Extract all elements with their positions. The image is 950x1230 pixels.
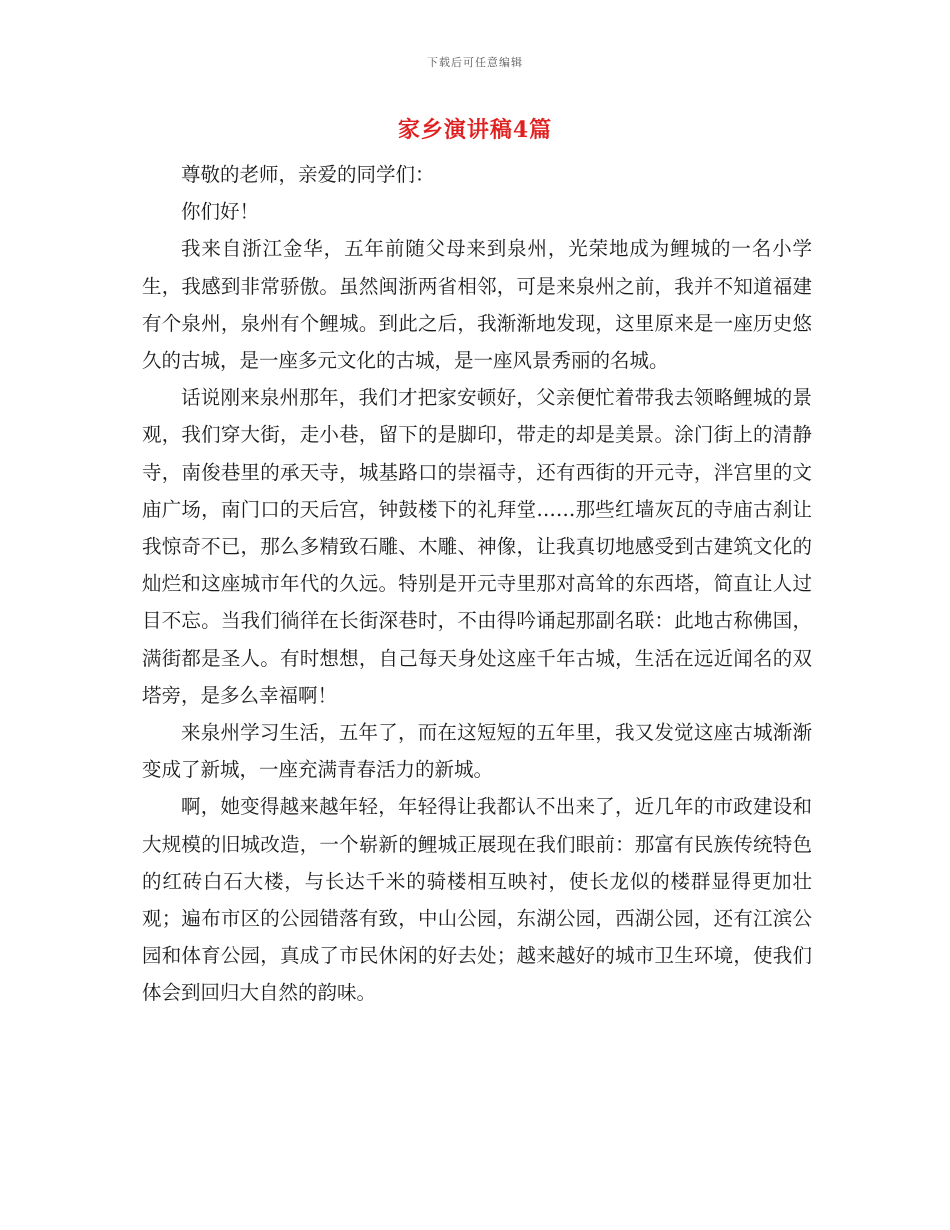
page-title: 家乡演讲稿4篇 — [397, 117, 553, 143]
paragraph: 来泉州学习生活，五年了，而在这短短的五年里，我又发觉这座古城渐渐变成了新城，一座充满青春活力的新城。 — [142, 721, 812, 782]
paragraph: 话说刚来泉州那年，我们才把家安顿好，父亲便忙着带我去领略鲤城的景观，我们穿大街，走小巷，留下的是脚印，带走的却是美景。涂门街上的清静寺，南俊巷里的承天寺，城基路口的崇福寺，还有西街的开元寺，泮宫里的文庙广场，南门口的天后宫，钟鼓楼下的礼拜堂……那些红墙灰瓦的寺庙古刹让我惊奇不已，那么多精致石雕、木雕、神像，让我真切地感受到古建筑文化的灿烂和这座城市年代的久远。特别是开元寺里那对高耸的东西塔，简直让人过目不忘。当我们徜徉在长街深巷时，不由得吟诵起那副名联：此地古称佛国，满街都是圣人。有时想想，自己每天身处这座千年古城，生活在远近闻名的双塔旁，是多么幸福啊！ — [142, 386, 812, 707]
paragraph-greeting: 你们好！ — [181, 200, 260, 224]
paragraph: 我来自浙江金华，五年前随父母来到泉州，光荣地成为鲤城的一名小学生，我感到非常骄傲。虽然闽浙两省相邻，可是来泉州之前，我并不知道福建有个泉州，泉州有个鲤城。到此之后，我渐渐地发现，这里原来是一座历史悠久的古城，是一座多元文化的古城，是一座风景秀丽的名城。 — [142, 237, 812, 373]
header-note: 下载后可任意编辑 — [427, 56, 523, 69]
paragraph-salutation: 尊敬的老师，亲爱的同学们： — [181, 163, 435, 186]
paragraph: 啊，她变得越来越年轻，年轻得让我都认不出来了，近几年的市政建设和大规模的旧城改造，一个崭新的鲤城正展现在我们眼前：那富有民族传统特色的红砖白石大楼，与长达千米的骑楼相互映衬，使长龙似的楼群显得更加壮观；遍布市区的公园错落有致，中山公园，东湖公园，西湖公园，还有江滨公园和体育公园，真成了市民休闲的好去处；越来越好的城市卫生环境，使我们体会到回归大自然的韵味。 — [142, 795, 812, 1005]
document-body — [142, 156, 812, 1012]
